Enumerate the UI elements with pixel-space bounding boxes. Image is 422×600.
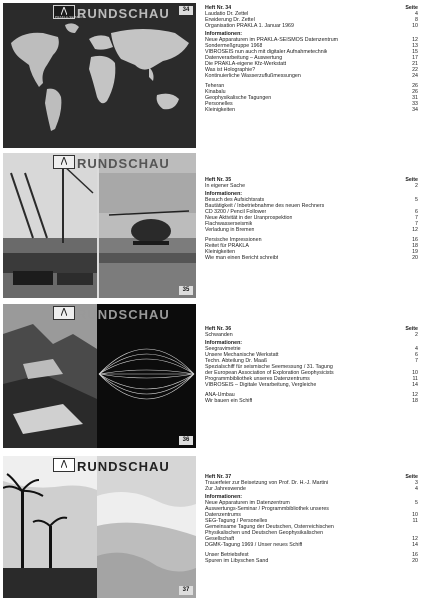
logo-mark-icon xyxy=(61,7,67,15)
toc-entry: Zur Jahreswende 4 xyxy=(205,486,418,492)
cover-issue-number: 35 xyxy=(179,286,193,295)
toc-entry: Flachwasserseismik 7 xyxy=(205,221,418,227)
wave-figure-graphic xyxy=(97,304,196,448)
toc-entry: Reitet für PRAKLA 18 xyxy=(205,243,418,249)
toc-34 xyxy=(205,5,418,113)
toc-entry: Trauerfeier zur Beisetzung von Prof. Dr. H.-J. Martini 3 xyxy=(205,480,418,486)
masthead xyxy=(3,456,196,472)
toc-entry: Besuch des Aufsichtsrats 5 xyxy=(205,197,418,203)
toc-entry: Bautätigkeit / Inbetriebnahme des neuen Rechners xyxy=(205,203,325,209)
toc-entry: Wir bauen ein Schiff 18 xyxy=(205,398,418,404)
prakla-logo: PRAKLA-SEISMOS xyxy=(53,5,75,19)
toc-entry: Organisation PRAKLA 1. Januar 1969 10 xyxy=(205,23,418,29)
cover-36 xyxy=(3,304,196,448)
toc-entry: Auswertungs-Seminar / Programmbibliothek unseres xyxy=(205,506,329,512)
toc-36 xyxy=(205,326,418,404)
toc-entry: Persische Impressionen 16 xyxy=(205,237,418,243)
toc-entry: Wie man einen Bericht schreibt 20 xyxy=(205,255,418,261)
masthead xyxy=(3,153,196,169)
cover-34 xyxy=(3,3,196,148)
toc-entry: Physikalischen und Deutschen Geophysikalischen xyxy=(205,530,324,536)
logo-mark-icon xyxy=(61,308,67,316)
crane-ship-photo xyxy=(3,153,97,298)
toc-entry: ANA-Umbau 12 xyxy=(205,392,418,398)
toc-entry: Spuren im Libyschen Sand 20 xyxy=(205,558,418,564)
magazine-title: RUNDSCHAU xyxy=(77,307,170,322)
magazine-title: RUNDSCHAU xyxy=(77,6,170,21)
toc-entry: Datenzentrums 10 xyxy=(205,512,418,518)
toc-entry: Neue Apparaturen im Datenzentrum 5 xyxy=(205,500,418,506)
toc-entry: Kontinuierliche Wasserzuflußmessungen 24 xyxy=(205,73,418,79)
info-heading: Informationen: xyxy=(205,191,243,197)
prakla-logo xyxy=(53,306,75,320)
toc-entry: SEG-Tagung / Personelles 11 xyxy=(205,518,418,524)
helicopter-photo xyxy=(99,153,196,298)
toc-entry: Unser Betriebsfest 16 xyxy=(205,552,418,558)
toc-entry: Seegravimetrie 4 xyxy=(205,346,418,352)
toc-entry: VIBROSEIS – Digitale Verarbeitung, Vergleiche 14 xyxy=(205,382,418,388)
prakla-logo xyxy=(53,458,75,472)
toc-entry: Techn. Abteilung Dr. Maaß 7 xyxy=(205,358,418,364)
toc-entry: Spezialschiff für seismische Seemessung / 31. Tagung xyxy=(205,364,333,370)
toc-entry: Laudatio Dr. Zettel 4 xyxy=(205,11,418,17)
info-heading: Informationen: xyxy=(205,31,243,37)
rocky-landscape-photo xyxy=(3,304,97,448)
toc-entry: Gesellschaft 12 xyxy=(205,536,418,542)
magazine-title: RUNDSCHAU xyxy=(77,156,170,171)
toc-entry: der European Association of Exploration Geophysicists 10 xyxy=(205,370,418,376)
toc-entry: Sondermeßgruppe 1968 13 xyxy=(205,43,418,49)
toc-entry: In eigener Sache 2 xyxy=(205,183,418,189)
toc-entry: CD 3200 / Pencil Follower 6 xyxy=(205,209,418,215)
cover-issue-number: 37 xyxy=(179,586,193,595)
issue-heading: Heft Nr. 35 xyxy=(205,177,232,183)
sand-dunes-photo xyxy=(97,456,196,598)
toc-entry: Neue Aktivität in der Uranprospektion 7 xyxy=(205,215,418,221)
toc-35 xyxy=(205,177,418,261)
toc-entry: Programmbibliothek unseres Datenzentrums 11 xyxy=(205,376,418,382)
cover-37 xyxy=(3,456,196,598)
page-label: Seite xyxy=(405,5,418,11)
toc-entry: Kleinigkeiten 19 xyxy=(205,249,418,255)
toc-entry: Verladung in Bremen 12 xyxy=(205,227,418,233)
info-heading: Informationen: xyxy=(205,340,243,346)
toc-entry: Teheran 26 xyxy=(205,83,418,89)
issue-heading: Heft Nr. 36 xyxy=(205,326,232,332)
toc-entry: Erwiderung Dr. Zettel 8 xyxy=(205,17,418,23)
world-map-image xyxy=(3,3,196,148)
page-label: Seite xyxy=(405,177,418,183)
palm-tree-photo xyxy=(3,456,97,598)
toc-entry: Schwanden 2 xyxy=(205,332,418,338)
page-label: Seite xyxy=(405,326,418,332)
toc-entry: Gemeinsame Tagung der Deutschen, Österreichischen xyxy=(205,524,334,530)
cover-35 xyxy=(3,153,196,298)
issue-heading: Heft Nr. 37 xyxy=(205,474,232,480)
toc-entry: Neue Apparaturen im PRAKLA-SEISMOS Datenzentrum 12 xyxy=(205,37,418,43)
info-heading: Informationen: xyxy=(205,494,243,500)
prakla-logo xyxy=(53,155,75,169)
toc-entry: Kleinigkeiten 34 xyxy=(205,107,418,113)
issue-heading: Heft Nr. 34 xyxy=(205,5,232,11)
toc-entry: Unsere Mechanische Werkstatt 6 xyxy=(205,352,418,358)
toc-entry: DGMK-Tagung 1969 / Unser neues Schiff 14 xyxy=(205,542,418,548)
toc-entry: VIBROSEIS nun auch mit digitaler Aufnahmetechnik 15 xyxy=(205,49,418,55)
masthead xyxy=(3,3,196,19)
masthead xyxy=(3,304,196,320)
toc-entry: Datenverarbeitung – Auswertung 17 xyxy=(205,55,418,61)
logo-mark-icon xyxy=(61,157,67,165)
toc-37 xyxy=(205,474,418,564)
logo-mark-icon xyxy=(61,460,67,468)
cover-issue-number: 34 xyxy=(179,6,193,15)
toc-entry: Die PRAKLA-eigene Kfz-Werkstatt 21 xyxy=(205,61,418,67)
toc-entry: Was ist Holographie? 22 xyxy=(205,67,418,73)
toc-entry: Kinabalu 26 xyxy=(205,89,418,95)
magazine-title: RUNDSCHAU xyxy=(77,459,170,474)
toc-entry: Personelles 33 xyxy=(205,101,418,107)
cover-issue-number: 36 xyxy=(179,436,193,445)
toc-entry: Geophysikalische Tagungen 31 xyxy=(205,95,418,101)
page-label: Seite xyxy=(405,474,418,480)
